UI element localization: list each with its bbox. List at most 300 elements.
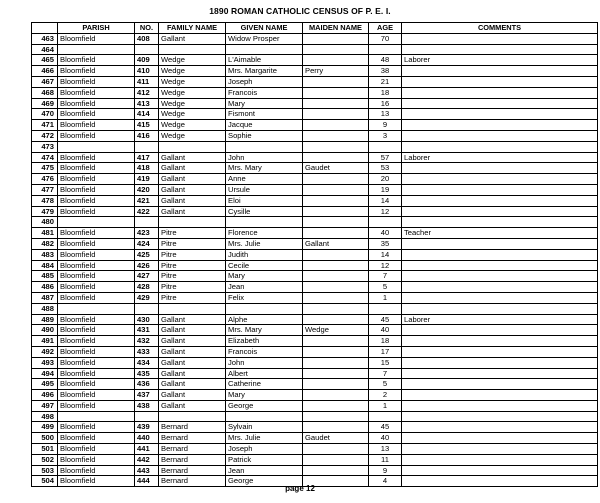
cell-maiden-name xyxy=(303,55,369,66)
cell-parish: Bloomfield xyxy=(58,314,135,325)
cell-family-name: Gallant xyxy=(159,206,226,217)
cell-given-name: Cysille xyxy=(226,206,303,217)
table-row xyxy=(32,44,598,55)
cell-given-name: Mrs. Julie xyxy=(226,238,303,249)
cell-maiden-name xyxy=(303,346,369,357)
cell-row-index: 489 xyxy=(32,314,58,325)
cell-parish: Bloomfield xyxy=(58,454,135,465)
table-row xyxy=(32,195,598,206)
cell-parish: Bloomfield xyxy=(58,336,135,347)
cell-age: 14 xyxy=(369,195,402,206)
cell-age: 57 xyxy=(369,152,402,163)
cell-maiden-name xyxy=(303,33,369,44)
cell-family-name: Pitre xyxy=(159,228,226,239)
cell-parish: Bloomfield xyxy=(58,346,135,357)
cell-parish: Bloomfield xyxy=(58,282,135,293)
table-row xyxy=(32,206,598,217)
cell-comments: Laborer xyxy=(402,55,598,66)
cell-comments xyxy=(402,444,598,455)
cell-family-name: Wedge xyxy=(159,87,226,98)
header-given-name: GIVEN NAME xyxy=(226,23,303,34)
table-row xyxy=(32,76,598,87)
cell-entry-no xyxy=(135,217,159,228)
cell-entry-no: 408 xyxy=(135,33,159,44)
cell-given-name: Elizabeth xyxy=(226,336,303,347)
cell-age: 48 xyxy=(369,55,402,66)
cell-row-index: 502 xyxy=(32,454,58,465)
cell-family-name: Gallant xyxy=(159,314,226,325)
cell-age: 2 xyxy=(369,390,402,401)
cell-given-name: Catherine xyxy=(226,379,303,390)
cell-age xyxy=(369,44,402,55)
cell-row-index: 468 xyxy=(32,87,58,98)
cell-parish: Bloomfield xyxy=(58,55,135,66)
cell-family-name: Pitre xyxy=(159,271,226,282)
table-row xyxy=(32,390,598,401)
cell-given-name: John xyxy=(226,357,303,368)
cell-age: 7 xyxy=(369,368,402,379)
cell-row-index: 480 xyxy=(32,217,58,228)
cell-age: 4 xyxy=(369,476,402,487)
cell-given-name: Jean xyxy=(226,282,303,293)
cell-age: 15 xyxy=(369,357,402,368)
cell-age: 3 xyxy=(369,130,402,141)
cell-comments xyxy=(402,109,598,120)
cell-entry-no: 442 xyxy=(135,454,159,465)
cell-row-index: 482 xyxy=(32,238,58,249)
table-row xyxy=(32,238,598,249)
cell-family-name: Gallant xyxy=(159,325,226,336)
header-no: NO. xyxy=(135,23,159,34)
cell-family-name: Bernard xyxy=(159,444,226,455)
table-row xyxy=(32,454,598,465)
cell-age: 1 xyxy=(369,292,402,303)
cell-parish: Bloomfield xyxy=(58,325,135,336)
cell-entry-no: 409 xyxy=(135,55,159,66)
cell-entry-no: 427 xyxy=(135,271,159,282)
cell-maiden-name xyxy=(303,400,369,411)
table-row xyxy=(32,260,598,271)
table-row xyxy=(32,249,598,260)
cell-maiden-name xyxy=(303,206,369,217)
cell-entry-no xyxy=(135,141,159,152)
cell-row-index: 494 xyxy=(32,368,58,379)
cell-parish: Bloomfield xyxy=(58,184,135,195)
cell-given-name: Albert xyxy=(226,368,303,379)
cell-given-name: Ursule xyxy=(226,184,303,195)
table-row xyxy=(32,163,598,174)
cell-maiden-name xyxy=(303,411,369,422)
cell-age: 21 xyxy=(369,76,402,87)
cell-maiden-name: Gallant xyxy=(303,238,369,249)
cell-maiden-name xyxy=(303,422,369,433)
cell-age xyxy=(369,217,402,228)
cell-maiden-name xyxy=(303,292,369,303)
cell-family-name: Gallant xyxy=(159,195,226,206)
cell-family-name: Wedge xyxy=(159,55,226,66)
cell-given-name: Mrs. Mary xyxy=(226,163,303,174)
cell-row-index: 466 xyxy=(32,66,58,77)
cell-comments xyxy=(402,282,598,293)
table-row xyxy=(32,184,598,195)
cell-entry-no: 416 xyxy=(135,130,159,141)
cell-maiden-name xyxy=(303,379,369,390)
table-row xyxy=(32,66,598,77)
cell-age: 40 xyxy=(369,433,402,444)
cell-entry-no: 439 xyxy=(135,422,159,433)
cell-entry-no: 414 xyxy=(135,109,159,120)
table-row xyxy=(32,109,598,120)
cell-age: 7 xyxy=(369,271,402,282)
cell-family-name: Pitre xyxy=(159,238,226,249)
table-row xyxy=(32,444,598,455)
cell-row-index: 492 xyxy=(32,346,58,357)
cell-family-name xyxy=(159,141,226,152)
cell-parish: Bloomfield xyxy=(58,33,135,44)
cell-row-index: 472 xyxy=(32,130,58,141)
cell-maiden-name xyxy=(303,98,369,109)
cell-age: 40 xyxy=(369,228,402,239)
cell-given-name: Eloi xyxy=(226,195,303,206)
table-row xyxy=(32,271,598,282)
cell-entry-no: 440 xyxy=(135,433,159,444)
cell-row-index: 479 xyxy=(32,206,58,217)
cell-age: 12 xyxy=(369,206,402,217)
cell-parish: Bloomfield xyxy=(58,109,135,120)
cell-family-name: Gallant xyxy=(159,33,226,44)
cell-comments: Laborer xyxy=(402,314,598,325)
cell-maiden-name xyxy=(303,174,369,185)
cell-entry-no xyxy=(135,411,159,422)
table-row xyxy=(32,357,598,368)
cell-given-name: Mrs. Julie xyxy=(226,433,303,444)
cell-comments xyxy=(402,411,598,422)
cell-age: 9 xyxy=(369,465,402,476)
cell-family-name: Wedge xyxy=(159,120,226,131)
cell-row-index: 483 xyxy=(32,249,58,260)
cell-row-index: 496 xyxy=(32,390,58,401)
cell-parish: Bloomfield xyxy=(58,228,135,239)
cell-comments xyxy=(402,141,598,152)
cell-family-name: Gallant xyxy=(159,346,226,357)
cell-age: 11 xyxy=(369,454,402,465)
census-table xyxy=(31,22,598,487)
cell-row-index: 471 xyxy=(32,120,58,131)
cell-given-name xyxy=(226,141,303,152)
cell-family-name: Gallant xyxy=(159,336,226,347)
cell-entry-no: 412 xyxy=(135,87,159,98)
cell-given-name: Widow Prosper xyxy=(226,33,303,44)
cell-maiden-name xyxy=(303,271,369,282)
cell-family-name: Pitre xyxy=(159,249,226,260)
cell-age: 35 xyxy=(369,238,402,249)
table-row xyxy=(32,368,598,379)
cell-entry-no: 443 xyxy=(135,465,159,476)
cell-comments xyxy=(402,271,598,282)
cell-comments: Laborer xyxy=(402,152,598,163)
cell-family-name: Pitre xyxy=(159,260,226,271)
cell-row-index: 486 xyxy=(32,282,58,293)
cell-family-name: Wedge xyxy=(159,98,226,109)
cell-row-index: 478 xyxy=(32,195,58,206)
cell-entry-no: 444 xyxy=(135,476,159,487)
table-row xyxy=(32,303,598,314)
cell-given-name: Jean xyxy=(226,465,303,476)
cell-age: 17 xyxy=(369,346,402,357)
cell-parish: Bloomfield xyxy=(58,444,135,455)
table-row xyxy=(32,346,598,357)
cell-parish: Bloomfield xyxy=(58,422,135,433)
cell-comments xyxy=(402,454,598,465)
cell-parish: Bloomfield xyxy=(58,76,135,87)
cell-family-name: Gallant xyxy=(159,390,226,401)
cell-row-index: 499 xyxy=(32,422,58,433)
cell-family-name xyxy=(159,44,226,55)
cell-given-name: Judith xyxy=(226,249,303,260)
cell-entry-no: 423 xyxy=(135,228,159,239)
table-header-row xyxy=(32,23,598,34)
cell-given-name: Mary xyxy=(226,390,303,401)
cell-parish: Bloomfield xyxy=(58,163,135,174)
cell-comments xyxy=(402,292,598,303)
cell-maiden-name xyxy=(303,336,369,347)
cell-entry-no: 437 xyxy=(135,390,159,401)
cell-comments xyxy=(402,303,598,314)
table-row xyxy=(32,217,598,228)
cell-given-name: L'Aimable xyxy=(226,55,303,66)
cell-comments xyxy=(402,184,598,195)
table-row xyxy=(32,55,598,66)
header-index xyxy=(32,23,58,34)
table-row xyxy=(32,411,598,422)
cell-parish: Bloomfield xyxy=(58,238,135,249)
cell-maiden-name xyxy=(303,444,369,455)
cell-age: 18 xyxy=(369,336,402,347)
cell-row-index: 465 xyxy=(32,55,58,66)
cell-entry-no xyxy=(135,44,159,55)
cell-age: 9 xyxy=(369,120,402,131)
cell-parish: Bloomfield xyxy=(58,152,135,163)
cell-parish: Bloomfield xyxy=(58,206,135,217)
cell-entry-no: 435 xyxy=(135,368,159,379)
cell-given-name xyxy=(226,217,303,228)
cell-given-name: John xyxy=(226,152,303,163)
cell-entry-no: 424 xyxy=(135,238,159,249)
cell-row-index: 490 xyxy=(32,325,58,336)
cell-age: 1 xyxy=(369,400,402,411)
cell-entry-no: 428 xyxy=(135,282,159,293)
cell-maiden-name xyxy=(303,314,369,325)
cell-comments xyxy=(402,346,598,357)
cell-row-index: 495 xyxy=(32,379,58,390)
document-title: 1890 ROMAN CATHOLIC CENSUS OF P. E. I. xyxy=(209,6,391,16)
cell-given-name xyxy=(226,411,303,422)
cell-given-name: Anne xyxy=(226,174,303,185)
table-row xyxy=(32,152,598,163)
cell-maiden-name: Perry xyxy=(303,66,369,77)
cell-family-name: Gallant xyxy=(159,152,226,163)
cell-age: 14 xyxy=(369,249,402,260)
cell-row-index: 464 xyxy=(32,44,58,55)
cell-entry-no: 429 xyxy=(135,292,159,303)
cell-maiden-name xyxy=(303,228,369,239)
cell-age xyxy=(369,303,402,314)
cell-given-name: George xyxy=(226,400,303,411)
cell-comments xyxy=(402,422,598,433)
cell-given-name: Mary xyxy=(226,271,303,282)
cell-entry-no: 415 xyxy=(135,120,159,131)
cell-comments xyxy=(402,33,598,44)
cell-comments xyxy=(402,206,598,217)
cell-comments xyxy=(402,87,598,98)
cell-parish: Bloomfield xyxy=(58,390,135,401)
cell-parish: Bloomfield xyxy=(58,120,135,131)
table-row xyxy=(32,87,598,98)
cell-parish xyxy=(58,217,135,228)
table-row xyxy=(32,33,598,44)
cell-family-name: Pitre xyxy=(159,292,226,303)
cell-given-name: Alphe xyxy=(226,314,303,325)
cell-parish xyxy=(58,141,135,152)
cell-family-name: Gallant xyxy=(159,379,226,390)
table-row xyxy=(32,282,598,293)
cell-comments xyxy=(402,260,598,271)
cell-comments: Teacher xyxy=(402,228,598,239)
table-row xyxy=(32,292,598,303)
cell-comments xyxy=(402,130,598,141)
cell-maiden-name xyxy=(303,152,369,163)
cell-parish: Bloomfield xyxy=(58,476,135,487)
cell-row-index: 501 xyxy=(32,444,58,455)
cell-comments xyxy=(402,44,598,55)
cell-entry-no: 436 xyxy=(135,379,159,390)
cell-parish: Bloomfield xyxy=(58,357,135,368)
cell-maiden-name xyxy=(303,282,369,293)
cell-row-index: 463 xyxy=(32,33,58,44)
cell-row-index: 504 xyxy=(32,476,58,487)
cell-given-name: Fismont xyxy=(226,109,303,120)
cell-parish: Bloomfield xyxy=(58,66,135,77)
cell-entry-no: 430 xyxy=(135,314,159,325)
cell-entry-no: 422 xyxy=(135,206,159,217)
cell-family-name: Gallant xyxy=(159,357,226,368)
cell-age: 53 xyxy=(369,163,402,174)
cell-family-name: Bernard xyxy=(159,454,226,465)
cell-family-name: Bernard xyxy=(159,433,226,444)
table-row xyxy=(32,379,598,390)
table-row xyxy=(32,336,598,347)
cell-entry-no xyxy=(135,303,159,314)
cell-age: 45 xyxy=(369,422,402,433)
cell-maiden-name xyxy=(303,390,369,401)
table-row xyxy=(32,130,598,141)
cell-entry-no: 426 xyxy=(135,260,159,271)
cell-age: 12 xyxy=(369,260,402,271)
cell-parish: Bloomfield xyxy=(58,465,135,476)
cell-given-name: George xyxy=(226,476,303,487)
cell-entry-no: 418 xyxy=(135,163,159,174)
cell-maiden-name xyxy=(303,87,369,98)
cell-entry-no: 420 xyxy=(135,184,159,195)
cell-family-name: Gallant xyxy=(159,400,226,411)
cell-given-name: Joseph xyxy=(226,444,303,455)
cell-entry-no: 431 xyxy=(135,325,159,336)
cell-given-name: Jacque xyxy=(226,120,303,131)
cell-row-index: 485 xyxy=(32,271,58,282)
cell-given-name: Francois xyxy=(226,87,303,98)
cell-comments xyxy=(402,433,598,444)
cell-parish xyxy=(58,303,135,314)
cell-maiden-name xyxy=(303,120,369,131)
cell-parish: Bloomfield xyxy=(58,271,135,282)
cell-maiden-name xyxy=(303,465,369,476)
cell-family-name: Pitre xyxy=(159,282,226,293)
cell-maiden-name xyxy=(303,76,369,87)
cell-comments xyxy=(402,390,598,401)
cell-age: 20 xyxy=(369,174,402,185)
cell-row-index: 488 xyxy=(32,303,58,314)
header-parish: PARISH xyxy=(58,23,135,34)
cell-entry-no: 432 xyxy=(135,336,159,347)
cell-comments xyxy=(402,238,598,249)
cell-given-name xyxy=(226,44,303,55)
cell-parish: Bloomfield xyxy=(58,379,135,390)
cell-row-index: 484 xyxy=(32,260,58,271)
cell-age: 40 xyxy=(369,325,402,336)
cell-maiden-name xyxy=(303,195,369,206)
cell-entry-no: 433 xyxy=(135,346,159,357)
table-row xyxy=(32,465,598,476)
cell-family-name: Gallant xyxy=(159,368,226,379)
cell-age: 70 xyxy=(369,33,402,44)
cell-parish: Bloomfield xyxy=(58,260,135,271)
table-row xyxy=(32,98,598,109)
cell-family-name: Wedge xyxy=(159,130,226,141)
cell-maiden-name xyxy=(303,260,369,271)
cell-maiden-name xyxy=(303,368,369,379)
cell-parish: Bloomfield xyxy=(58,98,135,109)
cell-comments xyxy=(402,325,598,336)
cell-family-name xyxy=(159,303,226,314)
cell-row-index: 469 xyxy=(32,98,58,109)
cell-parish: Bloomfield xyxy=(58,87,135,98)
cell-parish xyxy=(58,44,135,55)
cell-comments xyxy=(402,379,598,390)
cell-parish: Bloomfield xyxy=(58,368,135,379)
cell-comments xyxy=(402,66,598,77)
header-age: AGE xyxy=(369,23,402,34)
cell-age: 13 xyxy=(369,109,402,120)
cell-comments xyxy=(402,174,598,185)
table-row xyxy=(32,433,598,444)
cell-parish: Bloomfield xyxy=(58,174,135,185)
cell-comments xyxy=(402,400,598,411)
header-comments: COMMENTS xyxy=(402,23,598,34)
cell-maiden-name: Gaudet xyxy=(303,163,369,174)
table-row xyxy=(32,141,598,152)
cell-given-name: Sylvain xyxy=(226,422,303,433)
cell-age: 19 xyxy=(369,184,402,195)
cell-given-name: Francois xyxy=(226,346,303,357)
cell-comments xyxy=(402,120,598,131)
cell-row-index: 476 xyxy=(32,174,58,185)
cell-entry-no: 411 xyxy=(135,76,159,87)
cell-age: 18 xyxy=(369,87,402,98)
header-maiden-name: MAIDEN NAME xyxy=(303,23,369,34)
cell-entry-no: 441 xyxy=(135,444,159,455)
cell-age: 16 xyxy=(369,98,402,109)
cell-family-name: Wedge xyxy=(159,109,226,120)
